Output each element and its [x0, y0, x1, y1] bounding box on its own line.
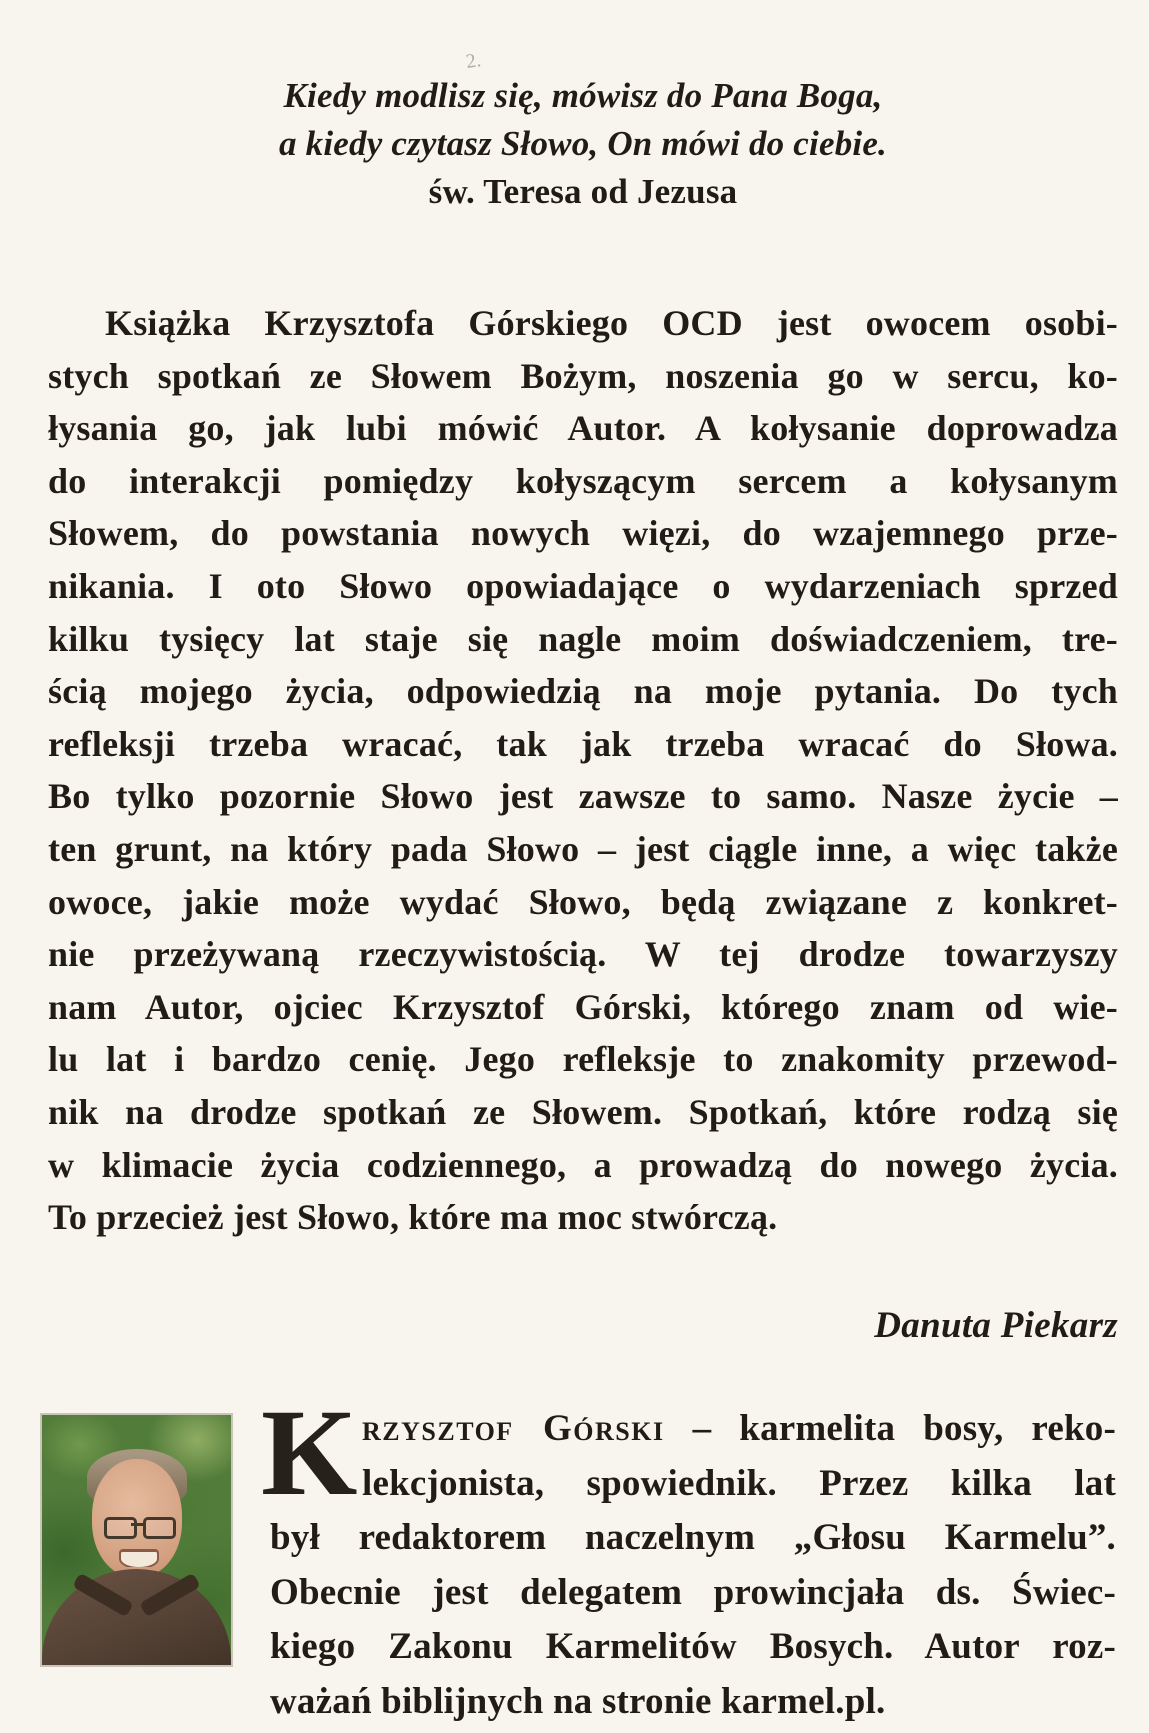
bio-line: kiego Zakonu Karmelitów Bosych. Autor roz- — [270, 1626, 1116, 1667]
review-paragraph — [48, 297, 1118, 1244]
review-line: kilku tysięcy lat staje się nagle moim doświadczeniem, tre- — [48, 618, 1118, 659]
review-line: Książka Krzysztofa Górskiego OCD jest owocem osobi- — [105, 303, 1118, 343]
review-line: To przecież jest Słowo, które ma moc stwórczą. — [48, 1197, 778, 1238]
review-line: Słowem, do powstania nowych więzi, do wzajemnego prze- — [48, 513, 1118, 554]
scan-artifact-mark: 2. — [464, 49, 483, 73]
bio-line-rest: – karmelita bosy, reko- — [664, 1408, 1117, 1449]
bio-line: lekcjonista, spowiednik. Przez kilka lat — [362, 1462, 1116, 1504]
review-line: łysania go, jak lubi mówić Autor. A kołysanie doprowadza — [48, 408, 1118, 449]
author-bio — [270, 1402, 1116, 1729]
review-line: nie przeżywaną rzeczywistością. W tej drodze towarzyszy — [48, 934, 1118, 975]
quote-line: Kiedy modlisz się, mówisz do Pana Boga, — [283, 76, 883, 115]
review-line: ten grunt, na który pada Słowo – jest ciągle inne, a więc także — [48, 828, 1118, 869]
epigraph-quote — [48, 72, 1118, 216]
photo-glasses-right-lens — [143, 1517, 176, 1539]
review-line: nam Autor, ojciec Krzysztof Górski, którego znam od wie- — [48, 986, 1118, 1027]
bio-line: ważań biblijnych na stronie karmel.pl. — [270, 1680, 886, 1722]
review-line: nikania. I oto Słowo opowiadające o wydarzeniach sprzed — [48, 565, 1118, 606]
quote-attribution: św. Teresa od Jezusa — [428, 172, 738, 211]
review-line: nik na drodze spotkań ze Słowem. Spotkań, które rodzą się — [48, 1091, 1118, 1132]
quote-line: a kiedy czytasz Słowo, On mówi do ciebie. — [278, 124, 888, 163]
review-line: refleksji trzeba wracać, tak jak trzeba wracać do Słowa. — [48, 723, 1118, 764]
review-line: owoce, jakie może wydać Słowo, będą związane z konkret- — [48, 881, 1118, 922]
review-line: Bo tylko pozornie Słowo jest zawsze to samo. Nasze życie – — [48, 776, 1118, 817]
author-name-smallcaps: rzysztof Górski — [362, 1408, 665, 1449]
review-line: stych spotkań ze Słowem Bożym, noszenia go w sercu, ko- — [48, 355, 1118, 396]
photo-glasses-left-lens — [104, 1517, 137, 1539]
author-photo — [40, 1413, 233, 1667]
review-line: ścią mojego życia, odpowiedzią na moje pytania. Do tych — [48, 671, 1118, 712]
bio-line — [270, 1402, 1116, 1457]
reviewer-signature: Danuta Piekarz — [874, 1305, 1118, 1346]
bio-drop-cap: K — [261, 1384, 358, 1521]
bio-line: Obecnie jest delegatem prowincjała ds. Świec- — [270, 1571, 1116, 1613]
photo-glasses-bridge — [131, 1523, 144, 1526]
photo-monk-habit — [42, 1569, 231, 1667]
photo-smile — [119, 1549, 159, 1569]
bio-line: był redaktorem naczelnym „Głosu Karmelu”. — [270, 1517, 1116, 1558]
review-line: do interakcji pomiędzy kołyszącym sercem a kołysanym — [48, 460, 1118, 501]
review-line: w klimacie życia codziennego, a prowadzą do nowego życia. — [48, 1144, 1118, 1185]
review-line: lu lat i bardzo cenię. Jego refleksje to znakomity przewod- — [48, 1039, 1118, 1080]
